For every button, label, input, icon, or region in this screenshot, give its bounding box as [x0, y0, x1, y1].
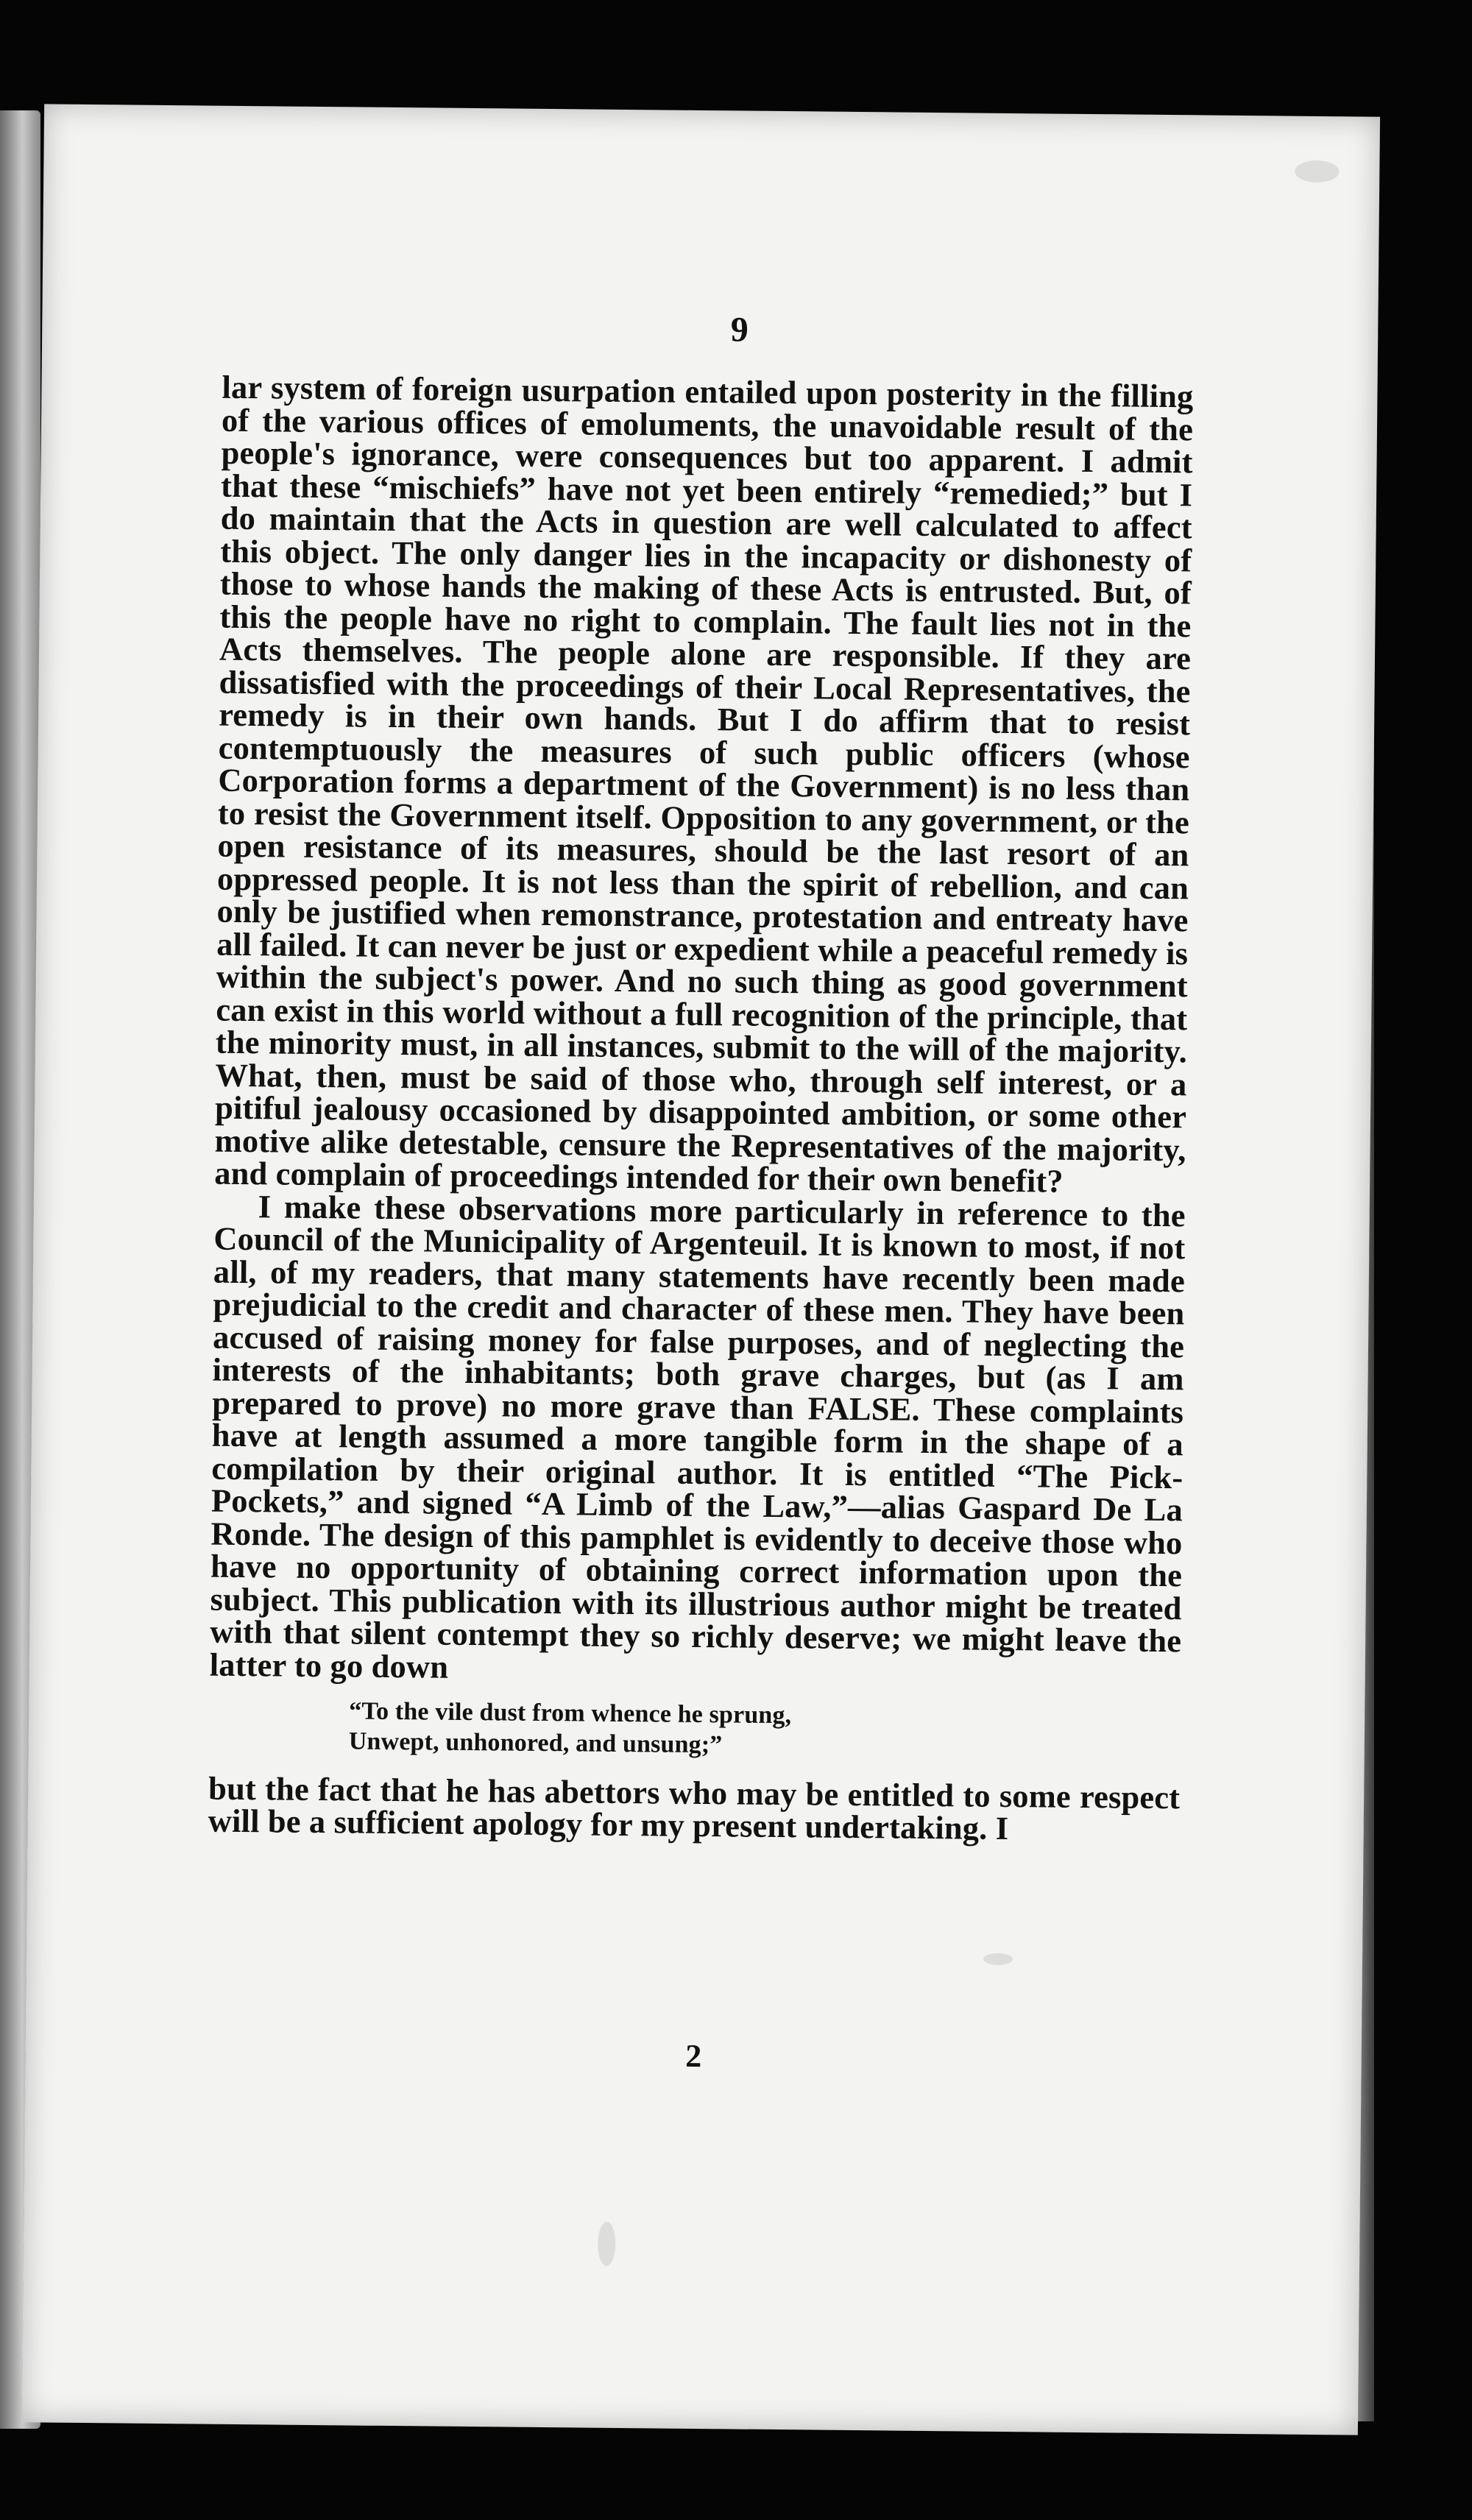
- paragraph-2: I make these observations more particularly in reference to the Council of the Municipality of Argenteuil. It is known to most, if not all, of my readers, that many statements have recently been made prejudicial to the credit and character of these men. They have been accused of raising money for false purposes, and of neglecting the interests of the inhabitants; both grave charges, but (as I am prepared to prove) no more grave than FALSE. These complaints have at length assumed a more tangible form in the shape of a compilation by their original author. It is entitled “The Pick-Pockets,” and signed “A Limb of the Law,”—alias Gaspard De La Ronde. The design of this pamphlet is evidently to deceive those who have no opportunity of obtaining correct information upon the subject. This publication with its illustrious author might be treated with that silent contempt they so richly deserve; we might leave the latter to go down: [209, 1187, 1186, 1685]
- paper-stain: [598, 2222, 616, 2266]
- quoted-verse: [349, 1696, 1181, 1764]
- closing-paragraph: but the fact that he has abettors who may be entitled to some respect will be a sufficient apology for my present undertaking. I: [208, 1769, 1181, 1847]
- verse-line-2: Unwept, unhonored, and unsung;”: [348, 1727, 723, 1759]
- paper-stain: [1295, 160, 1339, 183]
- signature-mark: 2: [685, 2037, 702, 2075]
- page-number: 9: [730, 310, 749, 350]
- book-page: [22, 104, 1380, 2435]
- body-text: [208, 368, 1194, 1847]
- verse-line-1: “To the vile dust from whence he sprung,: [349, 1697, 792, 1730]
- paragraph-1: lar system of foreign usurpation entailed upon posterity in the filling of the various offices of emoluments, the unavoidable result of the people's ignorance, were consequences but too apparent. I admit that these “mischiefs” have not yet been entirely “remedied;” but I do maintain that the Acts in question are well calculated to affect this object. The only danger lies in the incapacity or dishonesty of those to whose hands the making of these Acts is entrusted. But, of this the people have no right to complain. The fault lies not in the Acts themselves. The people alone are responsible. If they are dissatisfied with the proceedings of their Local Representatives, the remedy is in their own hands. But I do affirm that to resist contemptuously the measures of such public officers (whose Corporation forms a department of the Government) is no less than to resist the Government itself. Opposition to any government, or the open resistance of its measures, should be the last resort of an oppressed people. It is not less than the spirit of rebellion, and can only be justified when remonstrance, protestation and entreaty have all failed. It can never be just or expedient while a peaceful remedy is within the subject's power. And no such thing as good government can exist in this world without a full recognition of the principle, that the minority must, in all instances, submit to the will of the majority. What, then, must be said of those who, through self interest, or a pitiful jealousy occasioned by disappointed ambition, or some other motive alike detestable, censure the Representatives of the majority, and complain of proceedings intended for their own benefit?: [213, 368, 1194, 1200]
- paper-stain: [983, 1953, 1013, 1965]
